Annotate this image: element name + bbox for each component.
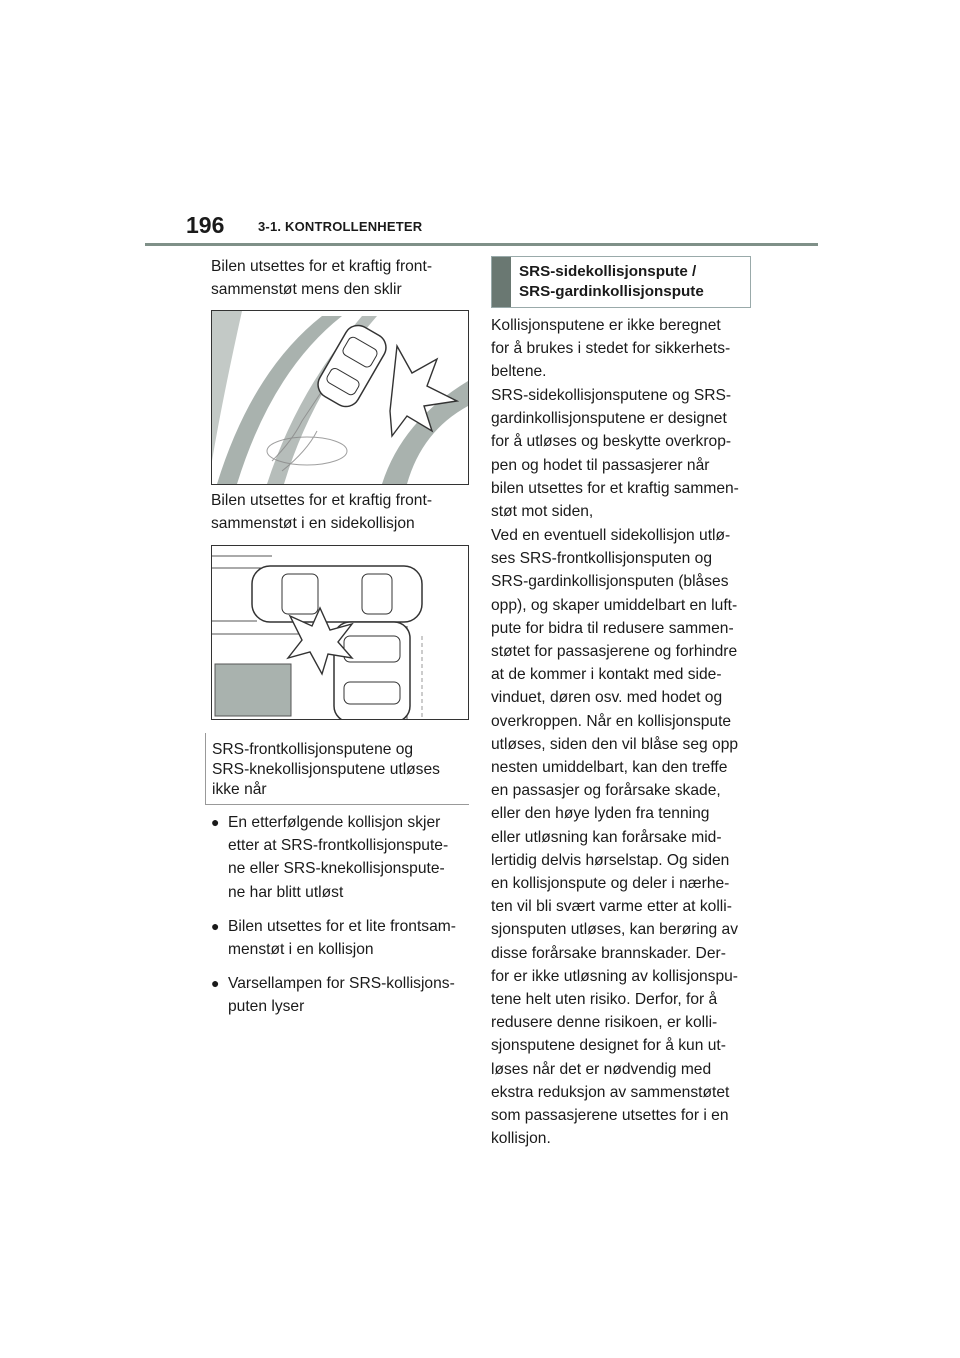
text-line: vinduet, døren osv. med hodet og [491,689,723,707]
text-line: for å brukes i stedet for sikkerhets- [491,340,731,358]
text-line: redusere denne risikoen, er kolli- [491,1014,718,1032]
text-line: gardinkollisjonsputene er designet [491,410,727,428]
left-intro-paragraph [211,255,469,301]
bullet-list [211,811,469,1019]
text-line: eller den høye lyden fra tenning [491,805,710,823]
text-line: ne eller SRS-knekollisjonspute- [228,860,445,878]
text-line: ekstra reduksjon av sammenstøtet [491,1083,730,1101]
text-line: sammenstøt i en sidekollisjon [211,515,415,533]
note-line: SRS-knekollisjonsputene utløses [212,761,440,778]
text-line: en passasjer og forårsake skade, [491,782,721,800]
right-paragraph-3 [491,524,756,1150]
section-heading-box [491,256,751,308]
text-line: disse forårsake brannskader. Der- [491,944,726,962]
text-line: Bilen utsettes for et kraftig front- [211,258,433,275]
heading-line: SRS-gardinkollisjonspute [519,283,704,300]
section-title: 3-1. KONTROLLENHETER [258,219,423,234]
text-line: for å utløses og beskytte overkrop- [491,433,732,451]
text-line: en kollisjonspute og deler i nærhe- [491,875,730,893]
text-line: beltene. [491,363,547,381]
text-line: Bilen utsettes for et lite frontsam- [228,917,456,935]
text-line: opp), og skaper umiddelbart en luft- [491,596,738,614]
text-line: bilen utsettes for et kraftig sammen- [491,479,739,497]
text-line: som passasjerene utsettes for i en [491,1107,729,1125]
text-line: lertidig delvis hørselstap. Og siden [491,851,730,869]
text-line: Bilen utsettes for et kraftig front- [211,492,433,509]
text-line: puten lyser [228,998,305,1016]
header-rule [145,243,818,246]
text-line: etter at SRS-frontkollisjonspute- [228,837,449,855]
bullet-list-container [211,811,469,1030]
text-line: for er ikke utløsning av kollisjonspu- [491,967,739,985]
bullet-icon: ● [211,814,220,830]
text-line: Varsellampen for SRS-kollisjons- [228,975,455,993]
text-line: pen og hodet til passasjerer når [491,456,710,474]
heading-line: SRS-sidekollisjonspute / [519,263,697,280]
text-line: sammenstøt mens den sklir [211,281,402,299]
text-line: ne har blitt utløst [228,883,344,901]
section-heading [519,262,704,302]
right-paragraph-1 [491,314,756,384]
text-line: sjonsputen utløses, kan berøring av [491,921,739,939]
text-line: kollisjon. [491,1130,551,1148]
text-line: løses når det er nødvendig med [491,1060,712,1078]
text-line: pute for bidra til redusere sammen- [491,619,734,637]
text-line: En etterfølgende kollisjon skjer [228,814,441,831]
text-line: overkroppen. Når en kollisjonspute [491,712,732,730]
text-line: Ved en eventuell sidekollisjon utlø- [491,527,731,544]
side-collision-illustration [211,545,469,720]
text-line: Kollisjonsputene er ikke beregnet [491,317,721,334]
text-line: nesten umiddelbart, kan den treffe [491,759,728,777]
list-item [211,972,469,1018]
text-line: utløses, siden den vil blåse seg opp [491,735,739,753]
text-line: støtet for passasjerene og forhindre [491,643,738,661]
text-line: sjonsputene designet for å kun ut- [491,1037,726,1055]
page-number: 196 [186,212,225,238]
text-line: ten vil bli svært varme etter at kolli- [491,898,732,916]
text-line: støt mot siden, [491,503,594,521]
text-line: tene helt uten risiko. Derfor, for å [491,991,718,1009]
text-line: at de kommer i kontakt med side- [491,666,722,684]
text-line: SRS-gardinkollisjonsputen (blåses [491,573,729,591]
text-line: ses SRS-frontkollisjonsputen og [491,550,713,568]
text-line: menstøt i en kollisjon [228,941,374,959]
bullet-icon: ● [211,917,220,934]
list-item [211,915,469,961]
note-line: ikke når [212,781,267,798]
heading-tab [492,257,511,307]
note-line: SRS-frontkollisjonsputene og [212,741,414,758]
note-box [205,733,469,805]
text-line: SRS-sidekollisjonsputene og SRS- [491,387,732,404]
skid-collision-illustration [211,310,469,485]
right-paragraph-2 [491,384,756,523]
text-line: eller utløsning kan forårsake mid- [491,828,722,846]
left-side-collision-paragraph [211,489,469,535]
bullet-icon: ● [211,975,220,992]
list-item [211,811,469,904]
